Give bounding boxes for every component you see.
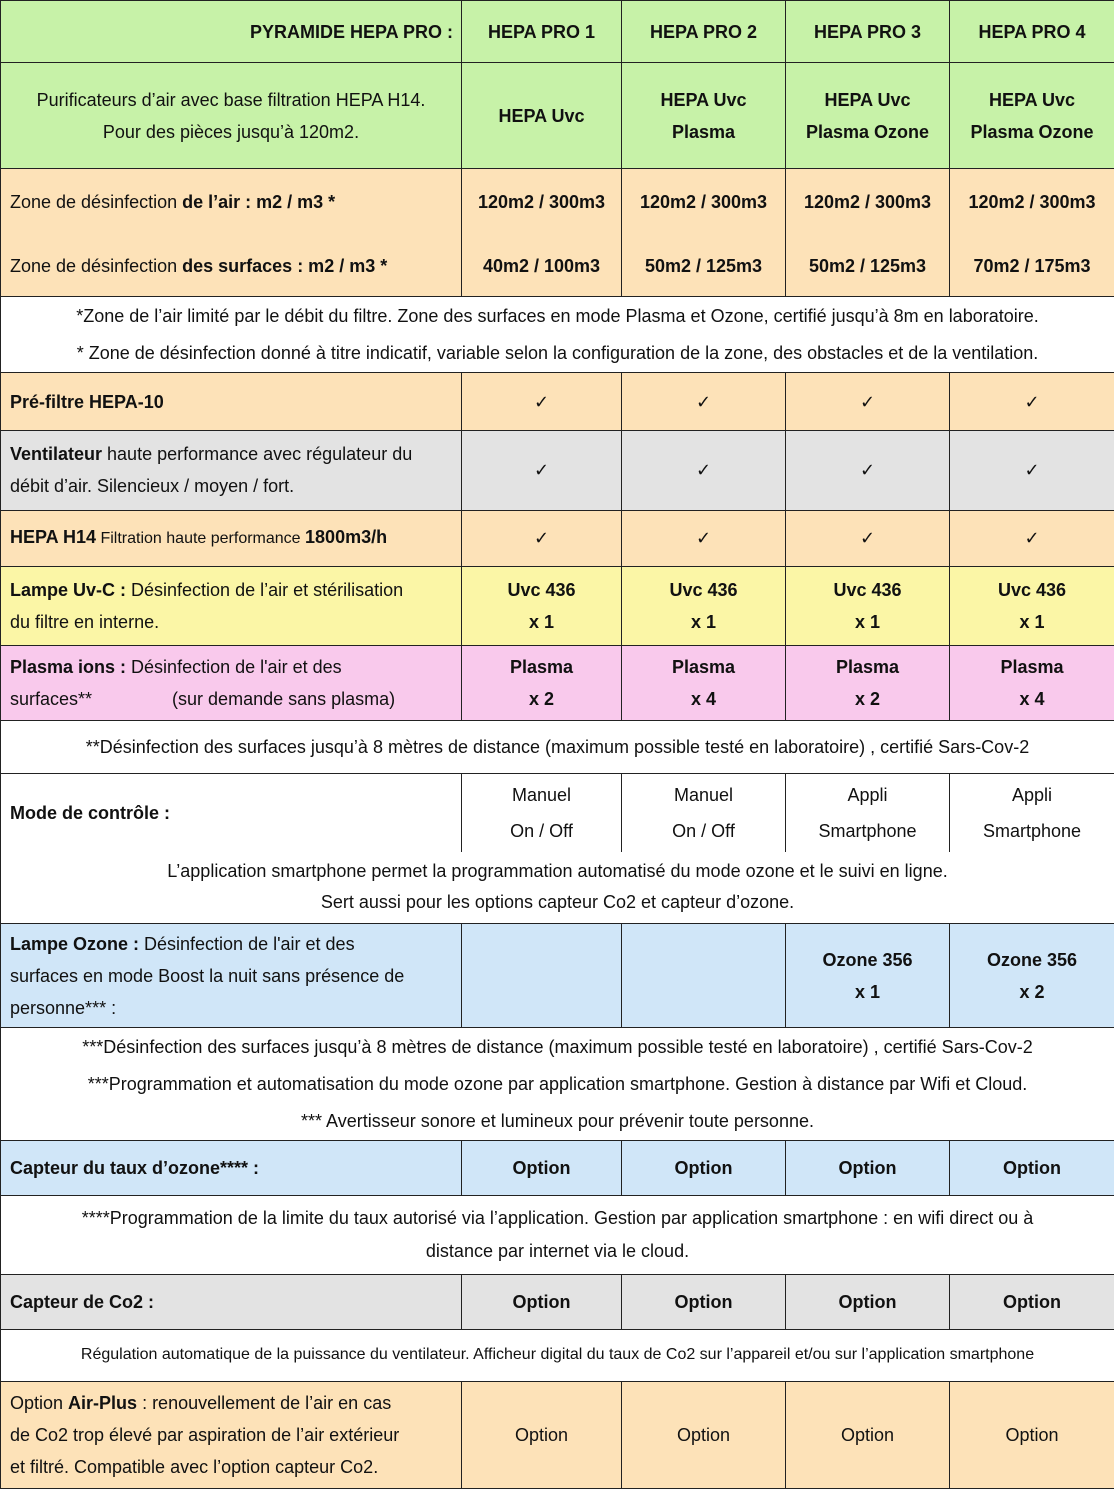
ozone-note-2: ***Programmation et automatisation du mode ozone par application smartphone. Gestion à distance par Wifi et Cloud.: [87, 1073, 1028, 1094]
uvc-value-3: Uvc 436 x 1: [786, 566, 950, 645]
ozone-value-1: [462, 924, 622, 1028]
model-header-4: HEPA PRO 4: [950, 1, 1114, 63]
zone-note-1: *Zone de l’air limité par le débit du filtre. Zone des surfaces en mode Plasma et Ozone, certifié jusqu’à 8m en laboratoire.: [76, 305, 1039, 326]
plasma-row: [1, 645, 1114, 720]
fan-label: Ventilateur haute performance avec régulateur du débit d’air. Silencieux / moyen / fort.: [1, 430, 462, 510]
uvc-row: [1, 566, 1114, 645]
plasma-note: **Désinfection des surfaces jusqu’à 8 mètres de distance (maximum possible testé en laboratoire) , certifié Sars-Cov-2: [1, 720, 1114, 773]
ozone-sensor-note-row: [1, 1196, 1114, 1274]
ozone-note-3: *** Avertisseur sonore et lumineux pour prévenir toute personne.: [301, 1110, 814, 1131]
control-note-2: Sert aussi pour les options capteur Co2 et capteur d’ozone.: [320, 892, 795, 913]
plasma-note-row: [1, 720, 1114, 773]
prefilter-row: [1, 373, 1114, 430]
plasma-value-4: Plasma x 4: [950, 645, 1114, 720]
ozone-sensor-note-1: ****Programmation de la limite du taux autorisé via l’application. Gestion par application smartphone : en wifi direct ou à: [81, 1208, 1034, 1228]
prefilter-check-2: ✓: [622, 373, 786, 430]
airplus-option-2: Option: [622, 1381, 786, 1488]
model-header-2: HEPA PRO 2: [622, 1, 786, 63]
ozone-sensor-row: [1, 1141, 1114, 1196]
plasma-value-3: Plasma x 2: [786, 645, 950, 720]
ozone-sensor-label: Capteur du taux d’ozone**** :: [1, 1141, 462, 1196]
ozone-sensor-option-1: Option: [462, 1141, 622, 1196]
prefilter-check-4: ✓: [950, 373, 1114, 430]
header-row: [1, 1, 1114, 63]
intro-line-2: Pour des pièces jusqu’à 120m2.: [102, 121, 360, 142]
zone-air-label: Zone de désinfection de l’air : m2 / m3 *: [1, 169, 462, 235]
prefilter-check-1: ✓: [462, 373, 622, 430]
plasma-label: Plasma ions : Désinfection de l'air et des surfaces** (sur demande sans plasma): [1, 645, 462, 720]
control-notes-row: [1, 852, 1114, 924]
co2-sensor-option-3: Option: [786, 1274, 950, 1329]
model-type-4: HEPA Uvc Plasma Ozone: [950, 63, 1114, 169]
co2-sensor-row: [1, 1274, 1114, 1329]
control-row: [1, 773, 1114, 851]
table-title: PYRAMIDE HEPA PRO :: [1, 1, 462, 63]
zone-air-value-4: 120m2 / 300m3: [950, 169, 1114, 235]
ozone-label: Lampe Ozone : Désinfection de l'air et des surfaces en mode Boost la nuit sans présence de personne*** :: [1, 924, 462, 1028]
prefilter-check-3: ✓: [786, 373, 950, 430]
plasma-value-2: Plasma x 4: [622, 645, 786, 720]
hepa-check-4: ✓: [950, 510, 1114, 566]
zone-air-value-3: 120m2 / 300m3: [786, 169, 950, 235]
ozone-notes-row: [1, 1028, 1114, 1141]
ozone-sensor-option-2: Option: [622, 1141, 786, 1196]
co2-sensor-option-4: Option: [950, 1274, 1114, 1329]
uvc-value-2: Uvc 436 x 1: [622, 566, 786, 645]
fan-check-2: ✓: [622, 430, 786, 510]
zone-notes: [1, 297, 1114, 373]
control-value-4: Appli Smartphone: [950, 773, 1114, 851]
co2-note-row: [1, 1329, 1114, 1381]
zone-note-2: * Zone de désinfection donné à titre indicatif, variable selon la configuration de la zone, des obstacles et de la ventilation.: [76, 342, 1039, 363]
control-value-1: Manuel On / Off: [462, 773, 622, 851]
ozone-note-1: ***Désinfection des surfaces jusqu’à 8 mètres de distance (maximum possible testé en laboratoire) , certifié Sars-Cov-2: [82, 1036, 1033, 1057]
intro-row: [1, 63, 1114, 169]
control-value-2: Manuel On / Off: [622, 773, 786, 851]
uvc-label: Lampe Uv-C : Désinfection de l’air et stérilisation du filtre en interne.: [1, 566, 462, 645]
control-notes: [1, 852, 1114, 924]
model-type-2: HEPA Uvc Plasma: [622, 63, 786, 169]
hepa-check-3: ✓: [786, 510, 950, 566]
ozone-sensor-option-4: Option: [950, 1141, 1114, 1196]
ozone-sensor-note-2: distance par internet via le cloud.: [425, 1241, 690, 1261]
control-value-3: Appli Smartphone: [786, 773, 950, 851]
intro-line-1: Purificateurs d’air avec base filtration HEPA H14.: [36, 89, 426, 110]
co2-sensor-option-2: Option: [622, 1274, 786, 1329]
prefilter-label: Pré-filtre HEPA-10: [1, 373, 462, 430]
airplus-option-3: Option: [786, 1381, 950, 1488]
co2-sensor-label: Capteur de Co2 :: [1, 1274, 462, 1329]
model-type-3: HEPA Uvc Plasma Ozone: [786, 63, 950, 169]
ozone-sensor-notes: [1, 1196, 1114, 1274]
ozone-sensor-option-3: Option: [786, 1141, 950, 1196]
zone-surface-value-4: 70m2 / 175m3: [950, 235, 1114, 297]
hepa-check-1: ✓: [462, 510, 622, 566]
intro-description: [1, 63, 462, 169]
model-header-3: HEPA PRO 3: [786, 1, 950, 63]
hepa-row: [1, 510, 1114, 566]
fan-row: [1, 430, 1114, 510]
fan-check-1: ✓: [462, 430, 622, 510]
zone-air-value-1: 120m2 / 300m3: [462, 169, 622, 235]
airplus-label: Option Air-Plus : renouvellement de l’air en cas de Co2 trop élevé par aspiration de l’air extérieur et filtré. Compatible avec l’option capteur Co2.: [1, 1381, 462, 1488]
model-header-1: HEPA PRO 1: [462, 1, 622, 63]
zone-surface-value-1: 40m2 / 100m3: [462, 235, 622, 297]
control-label: Mode de contrôle :: [1, 773, 462, 851]
control-note-1: L’application smartphone permet la programmation automatisé du mode ozone et le suivi en ligne.: [167, 861, 948, 882]
zone-air-row: [1, 169, 1114, 235]
co2-sensor-option-1: Option: [462, 1274, 622, 1329]
zone-notes-row: [1, 297, 1114, 373]
airplus-row: [1, 1381, 1114, 1488]
uvc-value-1: Uvc 436 x 1: [462, 566, 622, 645]
ozone-row: [1, 924, 1114, 1028]
zone-surface-value-2: 50m2 / 125m3: [622, 235, 786, 297]
fan-check-3: ✓: [786, 430, 950, 510]
airplus-option-1: Option: [462, 1381, 622, 1488]
fan-check-4: ✓: [950, 430, 1114, 510]
co2-note: Régulation automatique de la puissance du ventilateur. Afficheur digital du taux de Co2 sur l’appareil et/ou sur l’application smartphone: [1, 1329, 1114, 1381]
plasma-value-1: Plasma x 2: [462, 645, 622, 720]
ozone-notes: [1, 1028, 1114, 1141]
zone-surface-row: [1, 235, 1114, 297]
uvc-value-4: Uvc 436 x 1: [950, 566, 1114, 645]
ozone-value-4: Ozone 356 x 2: [950, 924, 1114, 1028]
hepa-label: HEPA H14 Filtration haute performance 1800m3/h: [1, 510, 462, 566]
hepa-check-2: ✓: [622, 510, 786, 566]
zone-surface-label: Zone de désinfection des surfaces : m2 / m3 *: [1, 235, 462, 297]
ozone-value-3: Ozone 356 x 1: [786, 924, 950, 1028]
model-type-1: HEPA Uvc: [462, 63, 622, 169]
zone-surface-value-3: 50m2 / 125m3: [786, 235, 950, 297]
zone-air-value-2: 120m2 / 300m3: [622, 169, 786, 235]
airplus-option-4: Option: [950, 1381, 1114, 1488]
ozone-value-2: [622, 924, 786, 1028]
